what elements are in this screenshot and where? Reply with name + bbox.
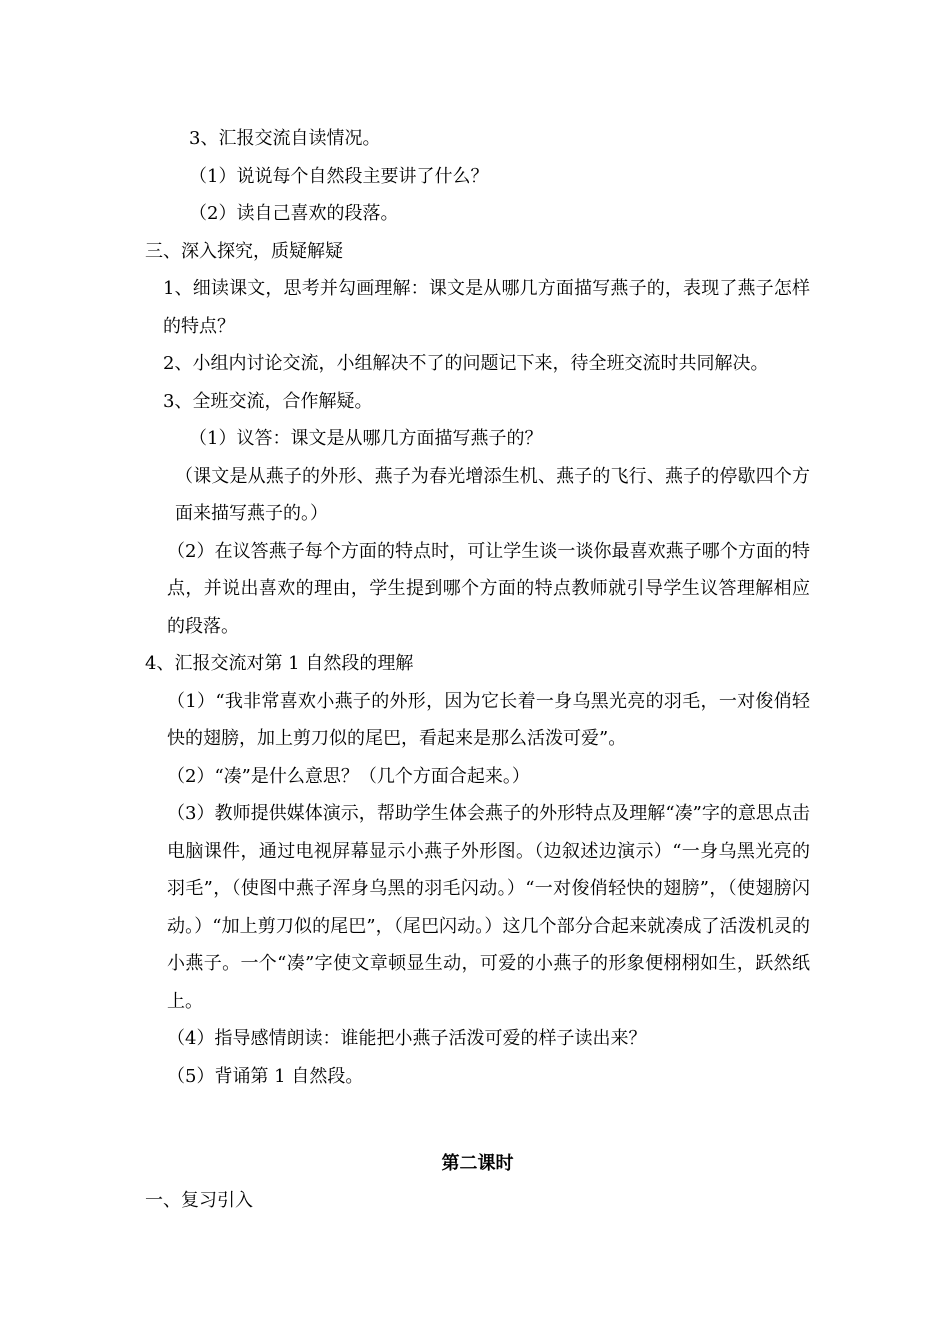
paragraph-group-discussion: 2、小组内讨论交流，小组解决不了的问题记下来，待全班交流时共同解决。 — [163, 353, 769, 374]
paragraph-aspects-answer: （课文是从燕子的外形、燕子为春光增添生机、燕子的飞行、燕子的停歇四个方面来描写燕子的。） — [175, 465, 810, 524]
section-heading-review: 一、复习引入 — [145, 1190, 253, 1211]
section-title-second-lesson: 第二课时 — [441, 1152, 514, 1174]
paragraph-quote-appearance: （1）“我非常喜欢小燕子的外形，因为它长着一身乌黑光亮的羽毛，一对俊俏轻快的翅膀，加上剪刀似的尾巴，看起来是那么活泼可爱”。 — [167, 690, 810, 749]
paragraph-careful-reading: 1、细读课文，思考并勾画理解：课文是从哪几方面描写燕子的，表现了燕子怎样的特点？ — [163, 278, 810, 337]
paragraph-emotional-reading: （4）指导感情朗读：谁能把小燕子活泼可爱的样子读出来？ — [167, 1028, 647, 1049]
paragraph-read-favorite: （2）读自己喜欢的段落。 — [189, 203, 399, 224]
paragraph-report-reading: 3、汇报交流自读情况。 — [189, 128, 381, 149]
paragraph-discuss-aspects: （1）议答：课文是从哪几方面描写燕子的？ — [189, 428, 543, 449]
paragraph-first-section-report: 4、汇报交流对第 1 自然段的理解 — [145, 653, 414, 674]
paragraph-each-section: （1）说说每个自然段主要讲了什么？ — [189, 165, 489, 187]
blank-line — [145, 1095, 810, 1133]
paragraph-recite: （5）背诵第 1 自然段。 — [167, 1065, 364, 1087]
paragraph-media-demo: （3）教师提供媒体演示，帮助学生体会燕子的外形特点及理解“凑”字的意思点击电脑课件，通过电视屏幕显示小燕子外形图。（边叙述边演示）“一身乌黑光亮的羽毛”，（使图中燕子浑身乌黑的羽毛闪动。）“一对俊俏轻快的翅膀”，（使翅膀闪动。）“加上剪刀似的尾巴”，（尾巴闪动。）这几个部分合起来就凑成了活泼机灵的小燕子。一个“凑”字使文章顿显生动，可爱的小燕子的形象便栩栩如生，跃然纸上。 — [167, 803, 810, 1012]
section-heading-explore: 三、深入探究，质疑解疑 — [145, 240, 343, 262]
paragraph-meaning-cou: （2）“凑”是什么意思？（几个方面合起来。） — [167, 765, 530, 787]
document-body — [145, 120, 810, 1220]
paragraph-aspect-features: （2）在议答燕子每个方面的特点时，可让学生谈一谈你最喜欢燕子哪个方面的特点，并说出喜欢的理由，学生提到哪个方面的特点教师就引导学生议答理解相应的段落。 — [167, 540, 810, 637]
paragraph-class-exchange: 3、全班交流，合作解疑。 — [163, 390, 373, 412]
